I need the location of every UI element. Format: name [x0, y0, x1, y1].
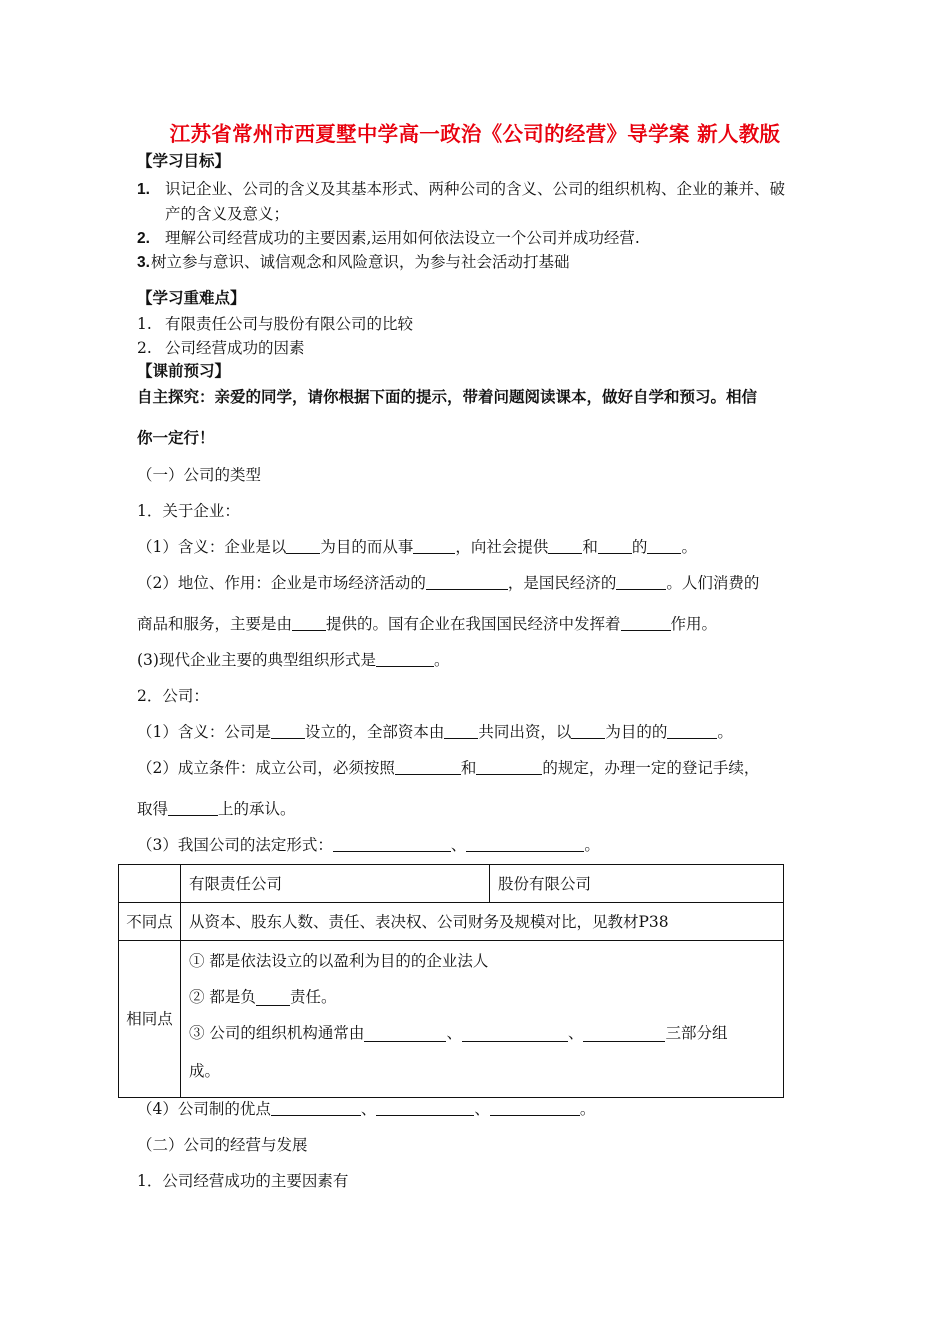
text-segment: 三部分组: [665, 1024, 728, 1042]
fill-blank[interactable]: [413, 537, 455, 554]
text-segment: 。: [433, 651, 450, 669]
goals-heading: 【学习目标】: [137, 152, 231, 170]
key-point-number: 2.: [137, 339, 152, 357]
key-point-text: 有限责任公司与股份有限公司的比较: [165, 315, 414, 333]
goal-text: 树立参与意识、诚信观念和风险意识，为参与社会活动打基础: [151, 253, 570, 271]
text-segment: 为目的而从事: [320, 538, 414, 556]
text-segment: 和: [582, 538, 598, 556]
fill-blank[interactable]: [667, 722, 717, 739]
text-segment: （1）含义：企业是以: [137, 538, 287, 556]
text-segment: (3)现代企业主要的典型组织形式是: [137, 651, 376, 669]
comparison-table: [118, 864, 784, 1098]
fill-blank[interactable]: [256, 989, 290, 1006]
fill-blank[interactable]: [466, 835, 584, 852]
fill-blank[interactable]: [376, 1099, 474, 1116]
table-cell-differences: 从资本、股东人数、责任、表决权、公司财务及规模对比，见教材P38: [181, 903, 784, 941]
fill-blank[interactable]: [271, 1099, 361, 1116]
fill-blank[interactable]: [292, 614, 326, 631]
fill-blank[interactable]: [583, 1025, 665, 1042]
fill-blank[interactable]: [271, 722, 305, 739]
fill-blank[interactable]: [548, 537, 582, 554]
question-2-3: [137, 835, 600, 855]
fill-blank[interactable]: [571, 722, 605, 739]
text-segment: 责任。: [289, 988, 337, 1006]
fill-blank[interactable]: [598, 537, 632, 554]
goal-text: 识记企业、公司的含义及其基本形式、两种公司的含义、公司的组织机构、企业的兼并、破: [165, 180, 786, 198]
key-point-text: 公司经营成功的因素: [165, 339, 305, 357]
text-segment: 的规定，办理一定的登记手续，: [542, 759, 760, 777]
text-segment: 和: [460, 759, 477, 777]
table-header-row: [119, 865, 784, 903]
section-2-title: （二）公司的经营与发展: [137, 1136, 308, 1154]
similarity-item-3: [189, 1015, 775, 1051]
text-segment: 。人们消费的: [666, 574, 760, 592]
text-segment: 设立的，全部资本由: [304, 723, 445, 741]
goal-number: 2.: [137, 230, 150, 247]
key-point-number: 1.: [137, 315, 152, 333]
key-point-2: [137, 338, 305, 358]
text-segment: 为目的的: [605, 723, 668, 741]
table-row-differences: [119, 903, 784, 941]
text-segment: （2）成立条件：成立公司，必须按照: [137, 759, 395, 777]
text-segment: 、: [446, 1024, 462, 1042]
table-label-similarities: 相同点: [119, 941, 181, 1098]
question-1-title: 1．关于企业：: [137, 502, 240, 520]
table-corner-cell: [119, 865, 181, 903]
fill-blank[interactable]: [168, 799, 218, 816]
question-1-1: [137, 537, 697, 557]
fill-blank[interactable]: [490, 1099, 580, 1116]
text-segment: 、: [360, 1100, 377, 1118]
text-segment: ，是国民经济的: [507, 574, 617, 592]
text-segment: （2）地位、作用：企业是市场经济活动的: [137, 574, 426, 592]
table-cell-similarities: [181, 941, 784, 1098]
text-segment: 商品和服务，主要是由: [137, 615, 293, 633]
goal-item-3: [137, 252, 570, 273]
text-segment: 、: [450, 836, 467, 854]
fill-blank[interactable]: [616, 573, 666, 590]
fill-blank[interactable]: [621, 614, 671, 631]
question-1-2: [137, 573, 759, 593]
text-segment: （1）含义：公司是: [137, 723, 271, 741]
goal-item-1: [137, 179, 785, 200]
question-2-4: [137, 1099, 595, 1119]
fill-blank[interactable]: [647, 537, 681, 554]
preview-intro-continued: 你一定行！: [137, 429, 215, 447]
text-segment: ③ 公司的组织机构通常由: [189, 1024, 365, 1042]
text-segment: 提供的。国有企业在我国国民经济中发挥着: [326, 615, 621, 633]
text-segment: 。: [579, 1100, 596, 1118]
fill-blank[interactable]: [333, 835, 451, 852]
fill-blank[interactable]: [462, 1025, 568, 1042]
fill-blank[interactable]: [444, 722, 478, 739]
question-2-2-continued: [137, 799, 296, 819]
goal-item-1-continued: 产的含义及意义；: [165, 205, 290, 223]
fill-blank[interactable]: [395, 758, 461, 775]
question-2-title: 2．公司：: [137, 687, 209, 705]
preview-heading: 【课前预习】: [137, 362, 231, 380]
preview-intro: 自主探究：亲爱的同学，请你根据下面的提示，带着问题阅读课本，做好自学和预习。相信: [137, 388, 758, 406]
fill-blank[interactable]: [286, 537, 320, 554]
text-segment: 、: [474, 1100, 490, 1118]
table-header-limited: 有限责任公司: [181, 865, 490, 903]
fill-blank[interactable]: [376, 650, 434, 667]
table-label-differences: 不同点: [119, 903, 181, 941]
document-title: 江苏省常州市西夏墅中学高一政治《公司的经营》导学案 新人教版: [169, 122, 781, 146]
section-1-title: （一）公司的类型: [137, 466, 262, 484]
question-2-1: [137, 722, 733, 742]
text-segment: 的: [631, 538, 648, 556]
table-row-similarities: [119, 941, 784, 1098]
text-segment: （4）公司制的优点: [137, 1100, 271, 1118]
text-segment: 、: [567, 1024, 584, 1042]
fill-blank[interactable]: [476, 758, 542, 775]
similarity-item-2: [189, 979, 775, 1015]
key-point-1: [137, 314, 413, 334]
goal-text: 理解公司经营成功的主要因素,运用如何依法设立一个公司并成功经营.: [165, 229, 640, 247]
table-header-joint-stock: 股份有限公司: [490, 865, 784, 903]
fill-blank[interactable]: [426, 573, 508, 590]
text-segment: （3）我国公司的法定形式：: [137, 836, 333, 854]
text-segment: 作用。: [670, 615, 718, 633]
text-segment: 。: [584, 836, 600, 854]
key-points-heading: 【学习重难点】: [137, 289, 246, 307]
success-factors-question: 1．公司经营成功的主要因素有: [137, 1172, 349, 1190]
text-segment: ，向社会提供: [455, 538, 549, 556]
text-segment: 。: [681, 538, 697, 556]
text-segment: 。: [717, 723, 733, 741]
fill-blank[interactable]: [364, 1025, 446, 1042]
similarity-item-1: ① 都是依法设立的以盈利为目的的企业法人: [189, 952, 489, 970]
goal-number: 3.: [137, 254, 150, 271]
text-segment: 上的承认。: [218, 800, 296, 818]
similarity-item-3-continued: 成。: [189, 1062, 221, 1080]
question-2-2: [137, 758, 759, 778]
goal-number: 1.: [137, 181, 150, 198]
question-1-2-continued: [137, 614, 717, 634]
text-segment: 共同出资，以: [478, 723, 572, 741]
text-segment: ② 都是负: [189, 988, 256, 1006]
text-segment: 取得: [137, 800, 169, 818]
goal-item-2: [137, 228, 640, 249]
question-1-3: [137, 650, 449, 670]
